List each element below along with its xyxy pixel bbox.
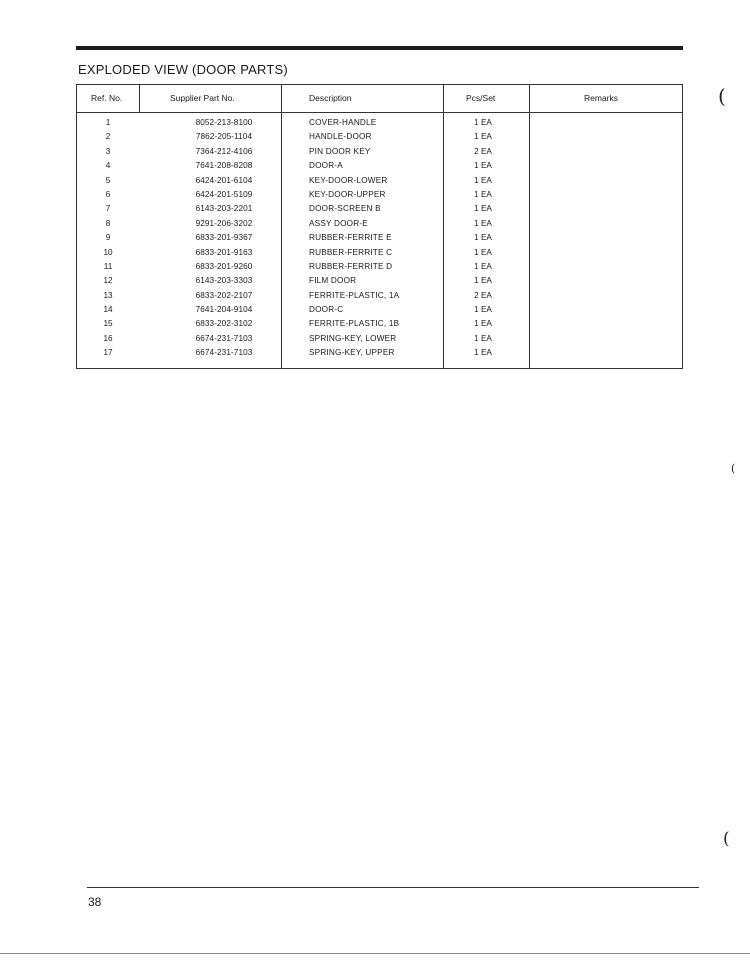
description-cell: RUBBER-FERRITE C [309,247,393,257]
table-row [77,203,682,217]
part-no-cell: 9291-206-3202 [195,218,253,228]
part-no-cell: 6143-203-3303 [195,276,253,286]
table-row [77,117,682,131]
ref-no-cell: 4 [105,161,111,171]
pcs-set-cell: 1 EA [474,261,492,271]
part-no-cell: 6833-201-9163 [195,247,253,257]
section-title: EXPLODED VIEW (DOOR PARTS) [78,62,288,77]
description-cell: PIN DOOR KEY [309,146,371,156]
description-cell: COVER-HANDLE [309,118,377,127]
part-no-cell: 6833-201-9367 [195,233,253,243]
ref-no-cell: 2 [105,132,111,142]
description-cell: FERRITE-PLASTIC, 1B [309,319,400,329]
pcs-set-cell: 1 EA [474,305,492,315]
parts-table [76,84,683,369]
part-no-cell: 7364-212-4106 [195,146,253,156]
description-cell: FILM DOOR [309,276,357,286]
pcs-set-cell: 1 EA [474,319,492,329]
table-row [77,347,682,361]
part-no-cell: 6424-201-6104 [195,175,253,185]
description-cell: DOOR-SCREEN B [309,204,381,214]
table-row [77,131,682,145]
table-row [77,275,682,289]
footer-rule [87,887,699,888]
part-no-cell: 6143-203-2201 [195,204,253,214]
header-pcs-set: Pcs/Set [466,93,496,103]
header-supplier-part-no: Supplier Part No. [170,93,235,103]
ref-no-cell: 12 [103,276,113,286]
top-rule [76,46,683,50]
ref-no-cell: 11 [103,261,113,271]
ref-no-cell: 8 [105,218,111,228]
pcs-set-cell: 1 EA [474,118,492,127]
column-divider [139,85,140,113]
ref-no-cell: 5 [105,175,111,185]
ref-no-cell: 3 [105,146,111,156]
description-cell: DOOR-A [309,161,343,171]
part-no-cell: 6674-231-7103 [195,333,253,343]
table-row [77,189,682,203]
pcs-set-cell: 1 EA [474,204,492,214]
ref-no-cell: 15 [103,319,113,329]
description-cell: SPRING-KEY, UPPER [309,348,395,358]
pcs-set-cell: 1 EA [474,333,492,343]
header-remarks: Remarks [584,93,619,103]
header-description: Description [309,93,352,103]
table-row [77,261,682,275]
description-cell: SPRING-KEY, LOWER [309,333,397,343]
ref-no-cell: 7 [105,204,111,214]
ref-no-cell: 13 [103,290,113,300]
ref-no-cell: 9 [105,233,111,243]
table-header [77,85,682,113]
scan-edge-line [0,953,750,954]
table-body [77,117,682,362]
part-no-cell: 6674-231-7103 [195,348,253,358]
table-row [77,304,682,318]
table-row [77,318,682,332]
header-ref-no: Ref. No. [91,93,123,103]
pcs-set-cell: 1 EA [474,175,492,185]
table-row [77,290,682,304]
description-cell: HANDLE-DOOR [309,132,372,142]
part-no-cell: 7862-205-1104 [195,132,253,142]
pcs-set-cell: 1 EA [474,247,492,257]
pcs-set-cell: 2 EA [474,290,492,300]
description-cell: KEY-DOOR-UPPER [309,189,386,199]
pcs-set-cell: 1 EA [474,218,492,228]
pcs-set-cell: 1 EA [474,132,492,142]
table-row [77,333,682,347]
ref-no-cell: 1 [105,118,111,127]
part-no-cell: 7641-204-9104 [195,305,253,315]
part-no-cell: 6833-201-9260 [195,261,253,271]
description-cell: DOOR-C [309,305,344,315]
page-number: 38 [88,895,102,909]
description-cell: RUBBER-FERRITE E [309,233,392,243]
part-no-cell: 6833-202-2107 [195,290,253,300]
binding-mark: ( [718,84,726,108]
ref-no-cell: 14 [103,305,113,315]
part-no-cell: 6833-202-3102 [195,319,253,329]
description-cell: FERRITE-PLASTIC, 1A [309,290,400,300]
ref-no-cell: 6 [105,189,111,199]
ref-no-cell: 16 [103,333,113,343]
pcs-set-cell: 1 EA [474,276,492,286]
pcs-set-cell: 2 EA [474,146,492,156]
table-row [77,247,682,261]
description-cell: KEY-DOOR-LOWER [309,175,388,185]
part-no-cell: 8052-213-8100 [195,118,253,127]
pcs-set-cell: 1 EA [474,348,492,358]
table-row [77,160,682,174]
ref-no-cell: 17 [103,348,113,358]
table-row [77,218,682,232]
table-row [77,146,682,160]
pcs-set-cell: 1 EA [474,189,492,199]
binding-mark: ( [731,462,736,475]
table-row [77,232,682,246]
part-no-cell: 6424-201-5109 [195,189,253,199]
pcs-set-cell: 1 EA [474,233,492,243]
description-cell: ASSY DOOR-E [309,218,368,228]
ref-no-cell: 10 [103,247,113,257]
binding-mark: ( [723,829,730,849]
description-cell: RUBBER-FERRITE D [309,261,393,271]
part-no-cell: 7641-208-8208 [195,161,253,171]
pcs-set-cell: 1 EA [474,161,492,171]
table-row [77,175,682,189]
